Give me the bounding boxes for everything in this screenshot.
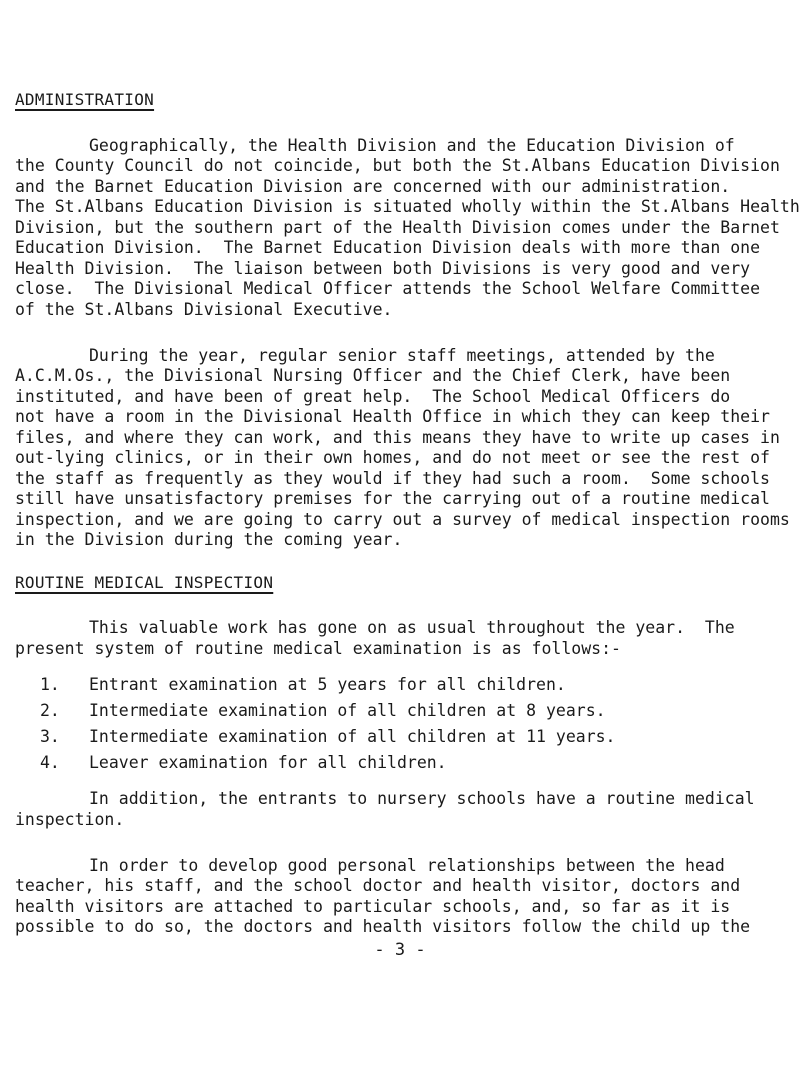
paragraph-line: The St.Albans Education Division is situated wholly within the St.Albans Health — [15, 197, 800, 216]
list-item-number: 1. — [40, 675, 60, 694]
list-item-number: 3. — [40, 727, 60, 746]
paragraph-line: of the St.Albans Divisional Executive. — [15, 300, 393, 319]
paragraph-line: out-lying clinics, or in their own homes, and do not meet or see the rest of — [15, 448, 770, 467]
paragraph-line: In addition, the entrants to nursery schools have a routine medical — [89, 789, 755, 808]
paragraph-line: the County Council do not coincide, but both the St.Albans Education Division — [15, 156, 780, 175]
paragraph-line: possible to do so, the doctors and health visitors follow the child up the — [15, 917, 751, 936]
paragraph-line: inspection, and we are going to carry out a survey of medical inspection rooms — [15, 510, 790, 529]
paragraph-line: This valuable work has gone on as usual throughout the year. The — [89, 618, 735, 637]
paragraph-line: present system of routine medical examination is as follows:- — [15, 639, 621, 658]
paragraph-line: In order to develop good personal relationships between the head — [89, 856, 725, 875]
list-item-number: 2. — [40, 701, 60, 720]
paragraph-line: close. The Divisional Medical Officer attends the School Welfare Committee — [15, 279, 761, 298]
paragraph-line: Geographically, the Health Division and the Education Division of — [89, 136, 735, 155]
paragraph-line: During the year, regular senior staff meetings, attended by the — [89, 346, 715, 365]
paragraph-line: Education Division. The Barnet Education Division deals with more than one — [15, 238, 761, 257]
list-item-number: 4. — [40, 753, 60, 772]
section-heading-routine-medical-inspection: ROUTINE MEDICAL INSPECTION — [15, 573, 274, 592]
paragraph-line: in the Division during the coming year. — [15, 530, 403, 549]
list-item: Intermediate examination of all children at 8 years. — [89, 701, 606, 720]
list-item: Intermediate examination of all children at 11 years. — [89, 727, 616, 746]
paragraph-line: Health Division. The liaison between both Divisions is very good and very — [15, 259, 751, 278]
paragraph-line: health visitors are attached to particular schools, and, so far as it is — [15, 897, 731, 916]
paragraph-line: the staff as frequently as they would if they had such a room. Some schools — [15, 469, 770, 488]
list-item: Entrant examination at 5 years for all children. — [89, 675, 566, 694]
paragraph-line: A.C.M.Os., the Divisional Nursing Officer and the Chief Clerk, have been — [15, 366, 731, 385]
list-item: Leaver examination for all children. — [89, 753, 447, 772]
paragraph-line: inspection. — [15, 810, 125, 829]
paragraph-line: instituted, and have been of great help. The School Medical Officers do — [15, 387, 731, 406]
paragraph-line: not have a room in the Divisional Health Office in which they can keep their — [15, 407, 770, 426]
paragraph-line: still have unsatisfactory premises for the carrying out of a routine medical — [15, 489, 770, 508]
section-heading-administration: ADMINISTRATION — [15, 90, 155, 109]
page-number: - 3 - — [374, 940, 426, 960]
paragraph-line: Division, but the southern part of the Health Division comes under the Barnet — [15, 218, 780, 237]
paragraph-line: files, and where they can work, and this means they have to write up cases in — [15, 428, 780, 447]
paragraph-line: and the Barnet Education Division are concerned with our administration. — [15, 177, 731, 196]
paragraph-line: teacher, his staff, and the school doctor and health visitor, doctors and — [15, 876, 741, 895]
